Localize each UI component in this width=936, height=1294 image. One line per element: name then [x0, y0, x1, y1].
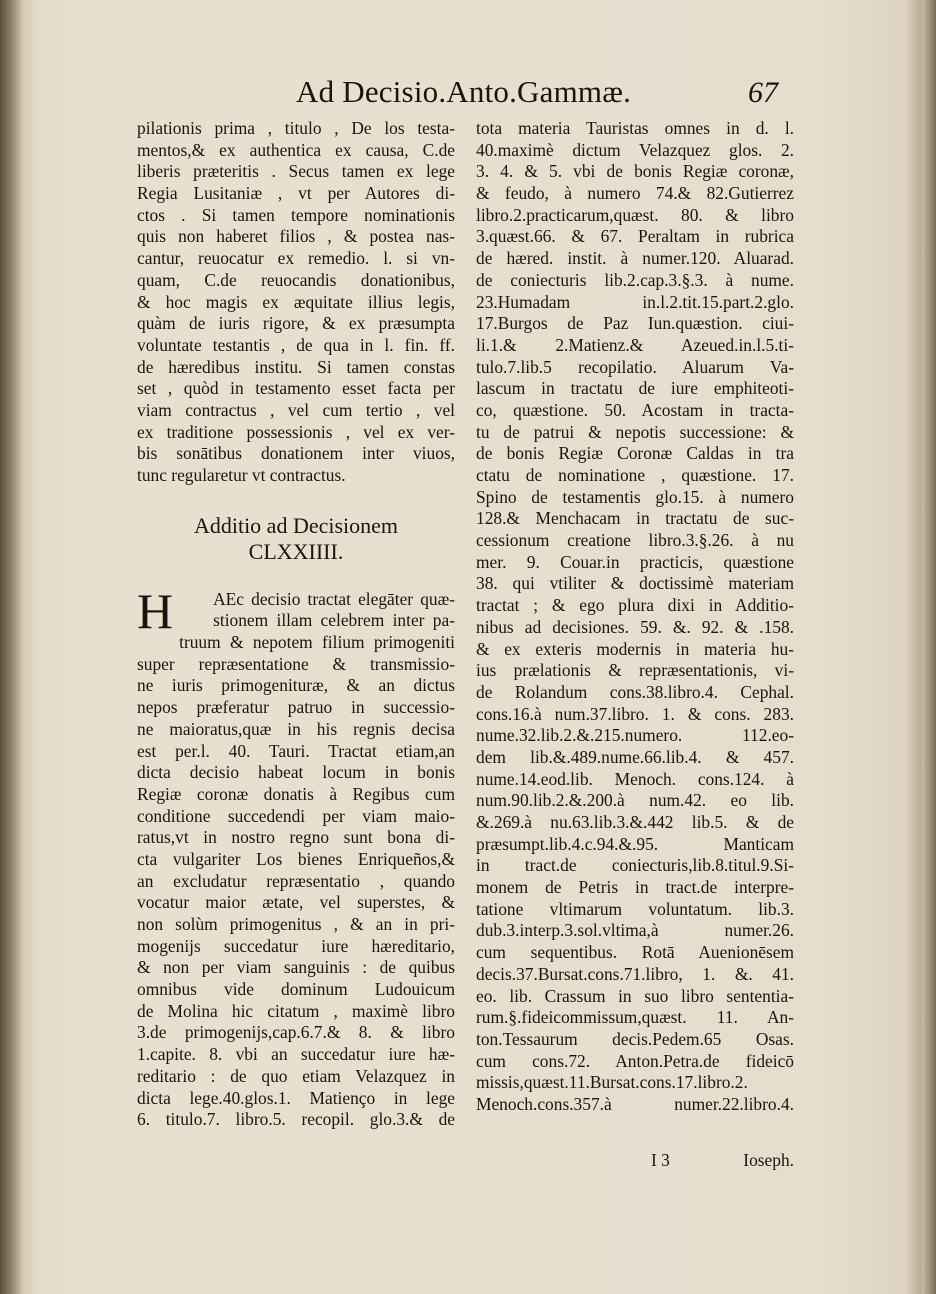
text-line: tota materia Tauristas omnes in d. l. [476, 118, 794, 138]
left-column-text-top [137, 118, 455, 487]
text-line: ton.Tessaurum decis.Pedem.65 Osas. [476, 1028, 794, 1049]
text-line: mogenijs succedatur iure hæreditario, [137, 935, 455, 956]
text-line: 23.Humadam in.l.2.tit.15.part.2.glo. [476, 291, 794, 312]
text-line: li.1.& 2.Matienz.& Azeued.in.l.5.ti- [476, 334, 794, 355]
text-line: omnibus vide dominum Ludouicum [137, 979, 455, 1000]
text-line: num.90.lib.2.&.200.à num.42. eo lib. [476, 790, 794, 811]
text-line: 38. qui vtiliter & doctissimè materiam [476, 573, 794, 594]
text-line: in tract.de coniecturis,lib.8.titul.9.Si- [476, 855, 794, 876]
text-line: cta vulgariter Los bienes Enriqueños,& [137, 848, 455, 869]
text-line: cessionum creatione libro.3.§.26. à nu [476, 530, 794, 551]
text-line: co, quæstione. 50. Acostam in tracta- [476, 399, 794, 420]
text-line: de hæredibus institu. Si tamen constas [137, 356, 455, 377]
text-line: 6. titulo.7. libro.5. recopil. glo.3.& de [137, 1109, 455, 1130]
text-line: 3.de primogenijs,cap.6.7.& 8. & libro [137, 1022, 455, 1043]
text-line: dem lib.&.489.nume.66.lib.4. & 457. [476, 746, 794, 767]
text-line: & non per viam sanguinis : de quibus [137, 957, 455, 978]
text-line: rum.§.fideicommissum,quæst. 11. An- [476, 1007, 794, 1028]
text-line: dicta lege.40.glos.1. Matienço in lege [137, 1087, 455, 1108]
text-line: est per.l. 40. Tauri. Tractat etiam,an [137, 740, 455, 761]
text-line: bis sonātibus donationem inter viuos, [137, 443, 455, 464]
text-line: viam contractus , vel cum tertio , vel [137, 399, 455, 420]
text-line: ne iuris primogenituræ, & an dictus [137, 675, 455, 696]
text-line: nepos præferatur patruo in successio- [137, 697, 455, 718]
drop-cap-initial: H [137, 582, 174, 639]
text-line: dicta decisio habeat locum in bonis [137, 762, 455, 783]
text-line: Regia Lusitaniæ , vt per Autores di- [137, 183, 455, 204]
text-line: non solùm primogenitus , & an in pri- [137, 914, 455, 934]
text-line: cum cons.72. Anton.Petra.de fideicō [476, 1050, 794, 1071]
text-line: Spino de testamentis glo.15. à numero [476, 486, 794, 507]
text-line: & ex exteris modernis in materia hu- [476, 638, 794, 659]
text-line: reditario : de quo etiam Velazquez in [137, 1065, 455, 1086]
text-line: cantur, reuocatur ex remedio. l. si vn- [137, 248, 455, 269]
text-line: voluntate testantis , de qua in l. fin. ff. [137, 334, 455, 355]
text-line: ex traditione possessionis , vel ex ver- [137, 421, 455, 442]
text-line: set , quòd in testamento esset facta per [137, 378, 455, 399]
text-line: conditione succedendi per viam maio- [137, 805, 455, 826]
text-line: nume.32.lib.2.&.215.numero. 112.eo- [476, 725, 794, 746]
text-line: de hæred. instit. à numer.120. Aluarad. [476, 248, 794, 269]
text-line: eo. lib. Crassum in suo libro sententia- [476, 985, 794, 1006]
text-line: ctos . Si tamen tempore nominationis [137, 204, 455, 225]
text-line: an excludatur repræsentatio , quando [137, 870, 455, 891]
text-line: dub.3.interp.3.sol.vltima,à numer.26. [476, 920, 794, 941]
text-line: ctatu de nominatione , quæstione. 17. [476, 465, 794, 485]
text-line: quam, C.de reuocandis donationibus, [137, 269, 455, 290]
left-column [137, 118, 455, 1131]
addition-heading-title: Additio ad Decisionem [193, 512, 399, 538]
text-line: &.269.à nu.63.lib.3.&.442 lib.5. & de [476, 812, 794, 832]
text-line: lascum in tractatu de iure emphiteoti- [476, 378, 794, 399]
page-header [296, 74, 796, 118]
text-line: tunc regularetur vt contractus. [137, 465, 346, 485]
right-column-text [476, 118, 794, 1116]
text-line: decis.37.Bursat.cons.71.libro, 1. &. 41. [476, 963, 794, 984]
text-line: ne maioratus,quæ in his regnis decisa [137, 718, 455, 739]
text-line: mentos,& ex authentica ex causa, C.de [137, 139, 455, 160]
text-line: tulo.7.lib.5 recopilatio. Aluarum Va- [476, 356, 794, 377]
page-footer [476, 1150, 794, 1172]
text-line: 1.capite. 8. vbi an succedatur iure hæ- [137, 1044, 455, 1065]
catchword: Ioseph. [743, 1150, 794, 1170]
text-line: de bonis Regiæ Coronæ Caldas in tra [476, 443, 794, 464]
text-line: vocatur maior ætate, vel superstes, & [137, 892, 455, 913]
book-spine-edge [0, 0, 22, 1294]
text-line: monem de Petris in tract.de interpre- [476, 877, 794, 898]
text-line: & feudo, à numero 74.& 82.Gutierrez [476, 183, 794, 204]
text-line: Regiæ coronæ donatis à Regibus cum [137, 783, 455, 804]
text-line: 3.quæst.66. & 67. Peraltam in rubrica [476, 226, 794, 247]
text-line: truum & nepotem filium primogeniti [179, 632, 455, 653]
left-column-text-bottom [137, 582, 455, 1131]
text-line: & hoc magis ex æquitate illius legis, [137, 291, 455, 312]
text-line: libro.2.practicarum,quæst. 80. & libro [476, 204, 794, 225]
page-right-edge [922, 0, 936, 1294]
text-line: de Molina hic citatum , maximè libro [137, 1000, 455, 1021]
text-line: 128.& Menchacam in tractatu de suc- [476, 508, 794, 529]
right-column [476, 118, 794, 1116]
text-line: super repræsentatione & transmissio- [137, 653, 455, 674]
text-line: 3. 4. & 5. vbi de bonis Regiæ coronæ, [476, 161, 794, 182]
text-line: nume.14.eod.lib. Menoch. cons.124. à [476, 768, 794, 789]
text-line: præsumpt.lib.4.c.94.&.95. Manticam [476, 833, 794, 854]
text-line: quis non haberet filios , & postea nas- [137, 226, 455, 247]
text-line: mer. 9. Couar.in practicis, quæstione [476, 551, 794, 572]
text-line: tu de patrui & nepotis successione: & [476, 421, 794, 442]
text-line: quàm de iuris rigore, & ex præsumpta [137, 313, 455, 334]
signature-mark: I 3 [651, 1150, 670, 1170]
text-line: Menoch.cons.357.à numer.22.libro.4. [476, 1093, 794, 1114]
text-line: de coniecturis lib.2.cap.3.§.3. à nume. [476, 269, 794, 290]
text-line: tatione vltimarum voluntatum. lib.3. [476, 898, 794, 919]
addition-heading [137, 513, 455, 565]
addition-heading-number: CLXXIIII. [248, 538, 344, 564]
text-line: nibus ad decisiones. 59. &. 92. & .158. [476, 616, 794, 637]
page-number: 67 [748, 76, 778, 109]
text-line: stionem illam celebrem inter pa- [213, 610, 455, 631]
running-title: Ad Decisio.Anto.Gammæ. [296, 74, 632, 109]
text-line: cons.16.à num.37.libro. 1. & cons. 283. [476, 703, 794, 724]
text-line: ius prælationis & repræsentationis, vi- [476, 660, 794, 681]
text-line: AEc decisio tractat elegāter quæ- [213, 588, 455, 609]
text-line: missis,quæst.11.Bursat.cons.17.libro.2. [476, 1072, 748, 1093]
text-line: tractat ; & ego plura dixi in Additio- [476, 595, 794, 616]
text-line: 40.maximè dictum Velazquez glos. 2. [476, 139, 794, 160]
text-line: 17.Burgos de Paz Iun.quæstion. ciui- [476, 313, 794, 334]
text-line: cum sequentibus. Rotā Auenionēsem [476, 942, 794, 963]
text-line: ratus,vt in nostro regno sunt bona di- [137, 827, 455, 848]
text-line: de Rolandum cons.38.libro.4. Cephal. [476, 681, 794, 702]
text-line: liberis præteritis . Secus tamen ex lege [137, 161, 455, 182]
text-line: pilationis prima , titulo , De los testa- [137, 118, 455, 138]
